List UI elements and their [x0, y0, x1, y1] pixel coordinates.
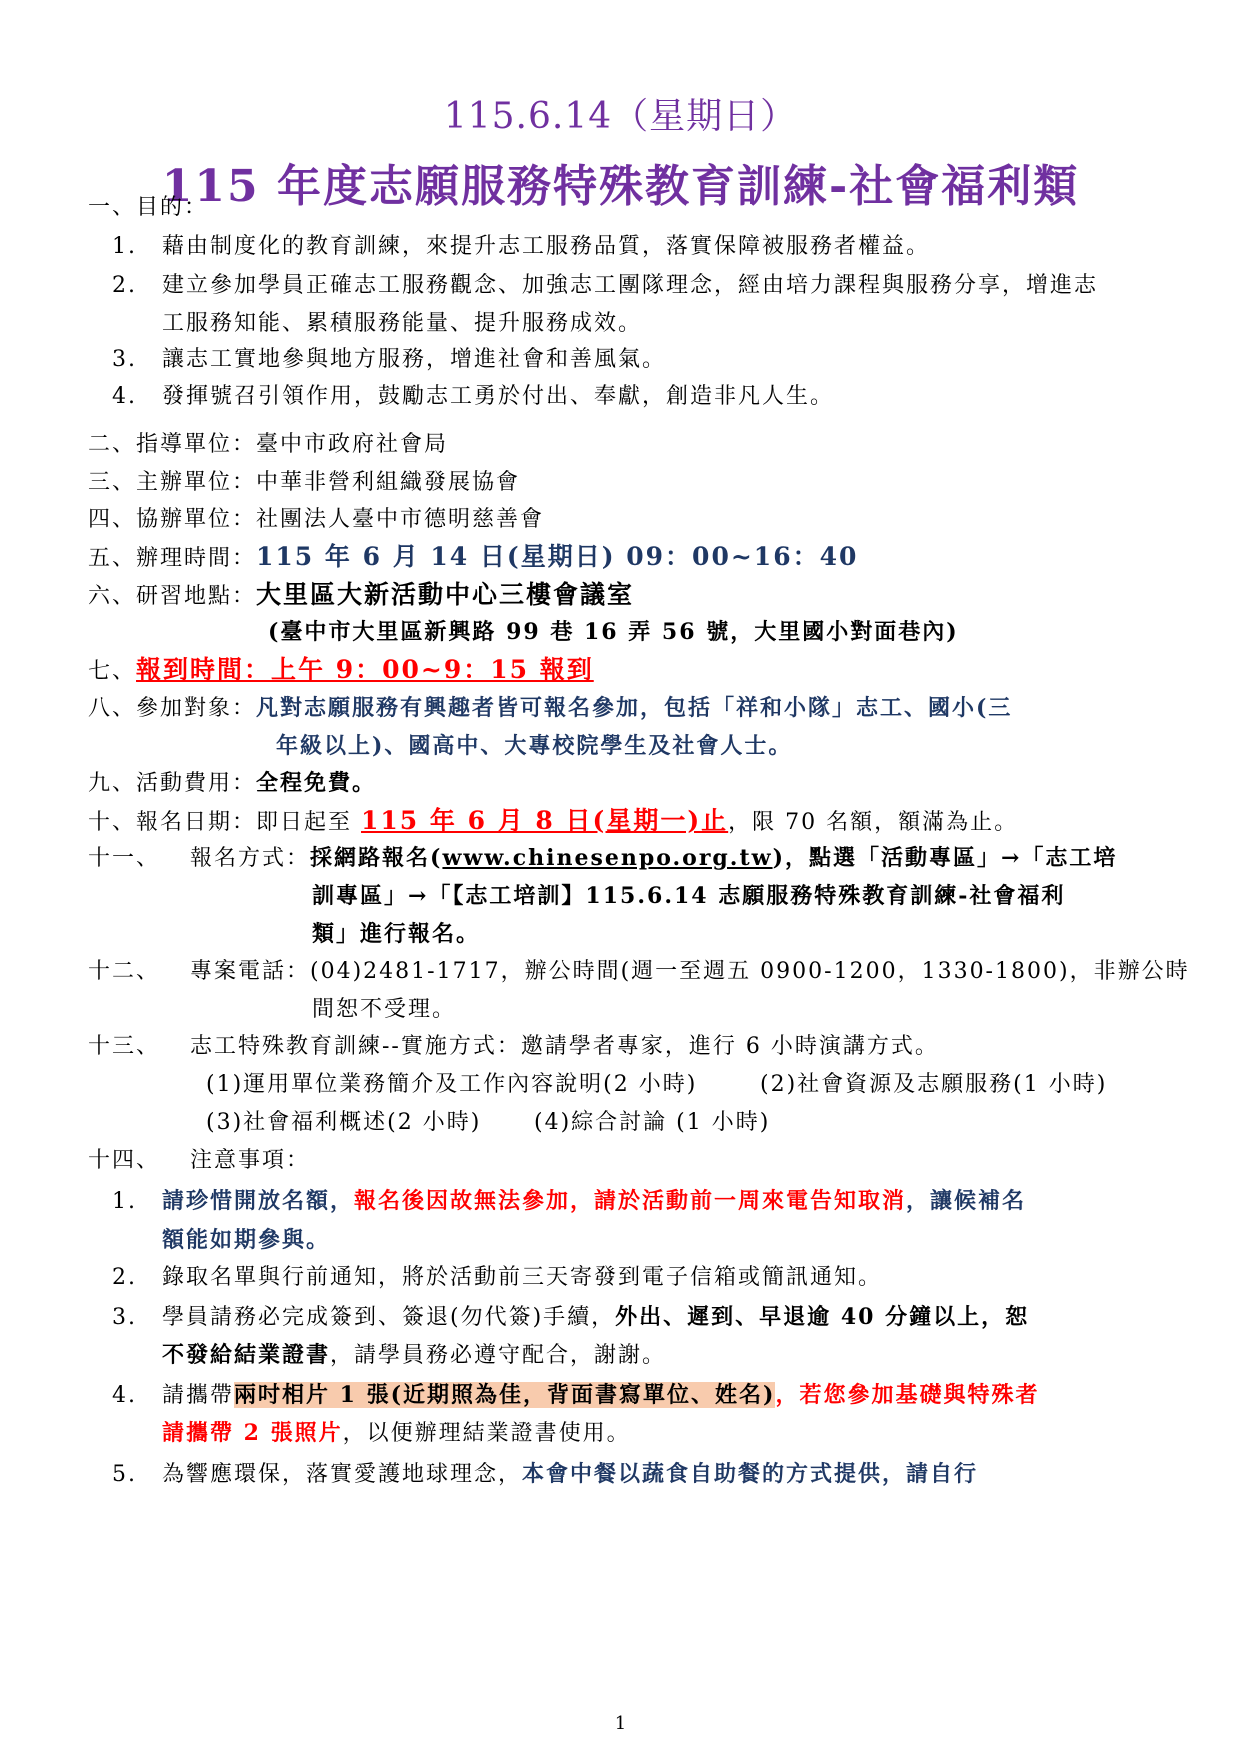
note-1-cont: 額能如期參與。: [162, 1227, 331, 1253]
page-number: 1: [614, 1713, 627, 1734]
registration-method: 十一、 報名方式：採網路報名(www.chinesenpo.org.tw)，點選「活動專區」→「志工培: [88, 845, 1118, 871]
event-time: 五、辦理時間：115 年 6 月 14 日(星期日) 09：00~16：40: [88, 542, 859, 571]
purpose-item-1: 1. 藉由制度化的教育訓練，來提升志工服務品質，落實保障被服務者權益。: [112, 234, 931, 259]
course-3: (3)社會福利概述(2 小時): [206, 1110, 482, 1135]
course-1: (1)運用單位業務簡介及工作內容說明(2 小時): [206, 1072, 698, 1097]
purpose-item-2-cont: 工服務知能、累積服務能量、提升服務成效。: [162, 311, 643, 336]
registration-date: 十、報名日期：即日起至 115 年 6 月 8 日(星期一)止，限 70 名額，額滿為止。: [88, 806, 1019, 835]
course-2: (2)社會資源及志願服務(1 小時): [760, 1072, 1108, 1097]
event-venue: 六、研習地點：大里區大新活動中心三樓會議室: [88, 580, 635, 609]
note-3-cont: 不發給結業證書，請學員務必遵守配合，謝謝。: [162, 1342, 667, 1368]
registration-method-cont-2: 類」進行報名。: [312, 921, 481, 947]
co-organizer: 四、協辦單位：社團法人臺中市德明慈善會: [88, 507, 545, 532]
supervising-unit: 二、指導單位：臺中市政府社會局: [88, 432, 449, 457]
note-3: 3. 學員請務必完成簽到、簽退(勿代簽)手續，外出、遲到、早退逾 40 分鐘以上，恕: [112, 1304, 1030, 1330]
training-method: 十三、 志工特殊教育訓練--實施方式：邀請學者專家，進行 6 小時演講方式。: [88, 1034, 939, 1059]
organizer: 三、主辦單位：中華非營利組織發展協會: [88, 470, 521, 495]
course-4: (4)綜合討論 (1 小時): [534, 1110, 771, 1135]
purpose-item-2: 2. 建立參加學員正確志工服務觀念、加強志工團隊理念，經由培力課程與服務分享，增進志: [112, 273, 1099, 298]
note-1: 1. 請珍惜開放名額，報名後因故無法參加，請於活動前一周來電告知取消，讓候補名: [112, 1188, 1027, 1214]
section-purpose-heading: 一、目的：: [88, 195, 209, 220]
note-4-cont: 請攜帶 2 張照片，以便辦理結業證書使用。: [162, 1420, 631, 1446]
contact-phone-cont: 間恕不受理。: [312, 997, 457, 1022]
contact-phone: 十二、 專案電話：(04)2481-1717，辦公時間(週一至週五 0900-1200，1330-1800)，非辦公時: [88, 959, 1190, 984]
target-participants: 八、參加對象：凡對志願服務有興趣者皆可報名參加，包括「祥和小隊」志工、國小(三: [88, 695, 1013, 721]
document-title: 115 年度志願服務特殊教育訓練-社會福利類: [161, 161, 1080, 212]
note-5: 5. 為響應環保，落實愛護地球理念，本會中餐以蔬食自助餐的方式提供，請自行: [112, 1461, 979, 1487]
photo-requirement-highlight: 兩吋相片 1 張(近期照為佳，背面書寫單位、姓名): [234, 1382, 776, 1408]
purpose-item-4: 4. 發揮號召引領作用，鼓勵志工勇於付出、奉獻，創造非凡人生。: [112, 384, 835, 409]
registration-website-link[interactable]: www.chinesenpo.org.tw: [442, 845, 773, 871]
venue-address: (臺中市大里區新興路 99 巷 16 弄 56 號，大里國小對面巷內): [268, 619, 959, 645]
purpose-item-3: 3. 讓志工實地參與地方服務，增進社會和善風氣。: [112, 347, 667, 372]
activity-fee: 九、活動費用：全程免費。: [88, 770, 377, 796]
note-2: 2. 錄取名單與行前通知，將於活動前三天寄發到電子信箱或簡訊通知。: [112, 1265, 883, 1290]
target-participants-cont: 年級以上)、國高中、大專校院學生及社會人士。: [276, 733, 793, 759]
notes-heading: 十四、 注意事項：: [88, 1148, 311, 1173]
note-4: 4. 請攜帶兩吋相片 1 張(近期照為佳，背面書寫單位、姓名)，若您參加基礎與特殊者: [112, 1382, 1040, 1408]
event-date-heading: 115.6.14（星期日）: [443, 96, 798, 137]
check-in-time: 七、報到時間：上午 9：00~9：15 報到: [88, 655, 594, 684]
registration-method-cont-1: 訓專區」→「【志工培訓】115.6.14 志願服務特殊教育訓練-社會福利: [312, 883, 1066, 909]
